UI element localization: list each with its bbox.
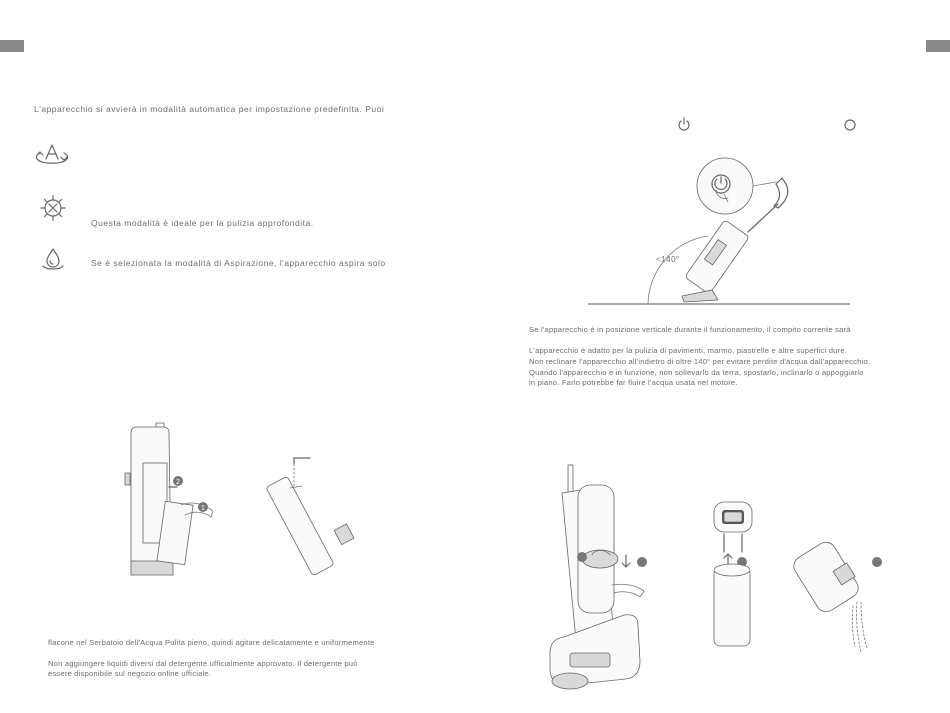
auto-mode-icon <box>34 141 70 174</box>
max-mode-text: Questa modalità è ideale per la pulizia approfondita. <box>91 218 314 228</box>
usage-line-3: Quando l'apparecchio è in funzione, non sollevarlo da terra, spostarlo, inclinarlo o appoggiarlo <box>529 368 864 377</box>
filter-tank-illustration <box>704 500 764 655</box>
page-edge-tab-right <box>926 40 950 52</box>
circle-icon <box>844 118 856 136</box>
dirty-tank-removal-illustration <box>540 465 660 702</box>
upright-note: Se l'apparecchio è in posizione verticale durante il funzionamento, il compito corrente sarà <box>529 325 851 334</box>
power-icon <box>677 117 691 136</box>
detergent-note: flacone nel Serbatoio dell'Acqua Pulita pieno, quindi agitare delicatamente e uniformemente <box>48 638 375 647</box>
intro-text: L'apparecchio si avvierà in modalità automatica per impostazione predefinita. Puoi <box>34 104 385 114</box>
tank-removal-illustration <box>123 423 233 588</box>
suction-mode-icon <box>40 246 66 277</box>
suction-mode-text: Se è selezionata la modalità di Aspirazione, l'apparecchio aspira solo <box>91 258 386 268</box>
emptying-tank-illustration <box>795 536 895 661</box>
usage-line-1: L'apparecchio è adatto per la pulizia di pavimenti, marmo, piastrelle e altre superfici dure. <box>529 346 848 355</box>
tank-filling-illustration <box>268 456 358 581</box>
usage-line-2: Non reclinare l'apparecchio all'indietro di oltre 140° per evitare perdite d'acqua dall'apparecchio. <box>529 357 871 366</box>
angle-label: <140° <box>656 255 680 264</box>
usage-line-4: in piano. Farlo potrebbe far fluire l'acqua usata nel motore. <box>529 378 738 387</box>
warning-line-2: essere disponibile sul negozio online ufficiale. <box>48 669 212 678</box>
page-edge-tab-left <box>0 40 24 52</box>
step-badge-1: 1 <box>201 505 205 512</box>
warning-line-1: Non aggiungere liquidi diversi dal detergente ufficialmente approvato. Il detergente può <box>48 659 358 668</box>
max-mode-icon <box>40 195 66 226</box>
tilt-angle-illustration <box>588 150 858 315</box>
step-badge-2: 2 <box>176 479 180 486</box>
